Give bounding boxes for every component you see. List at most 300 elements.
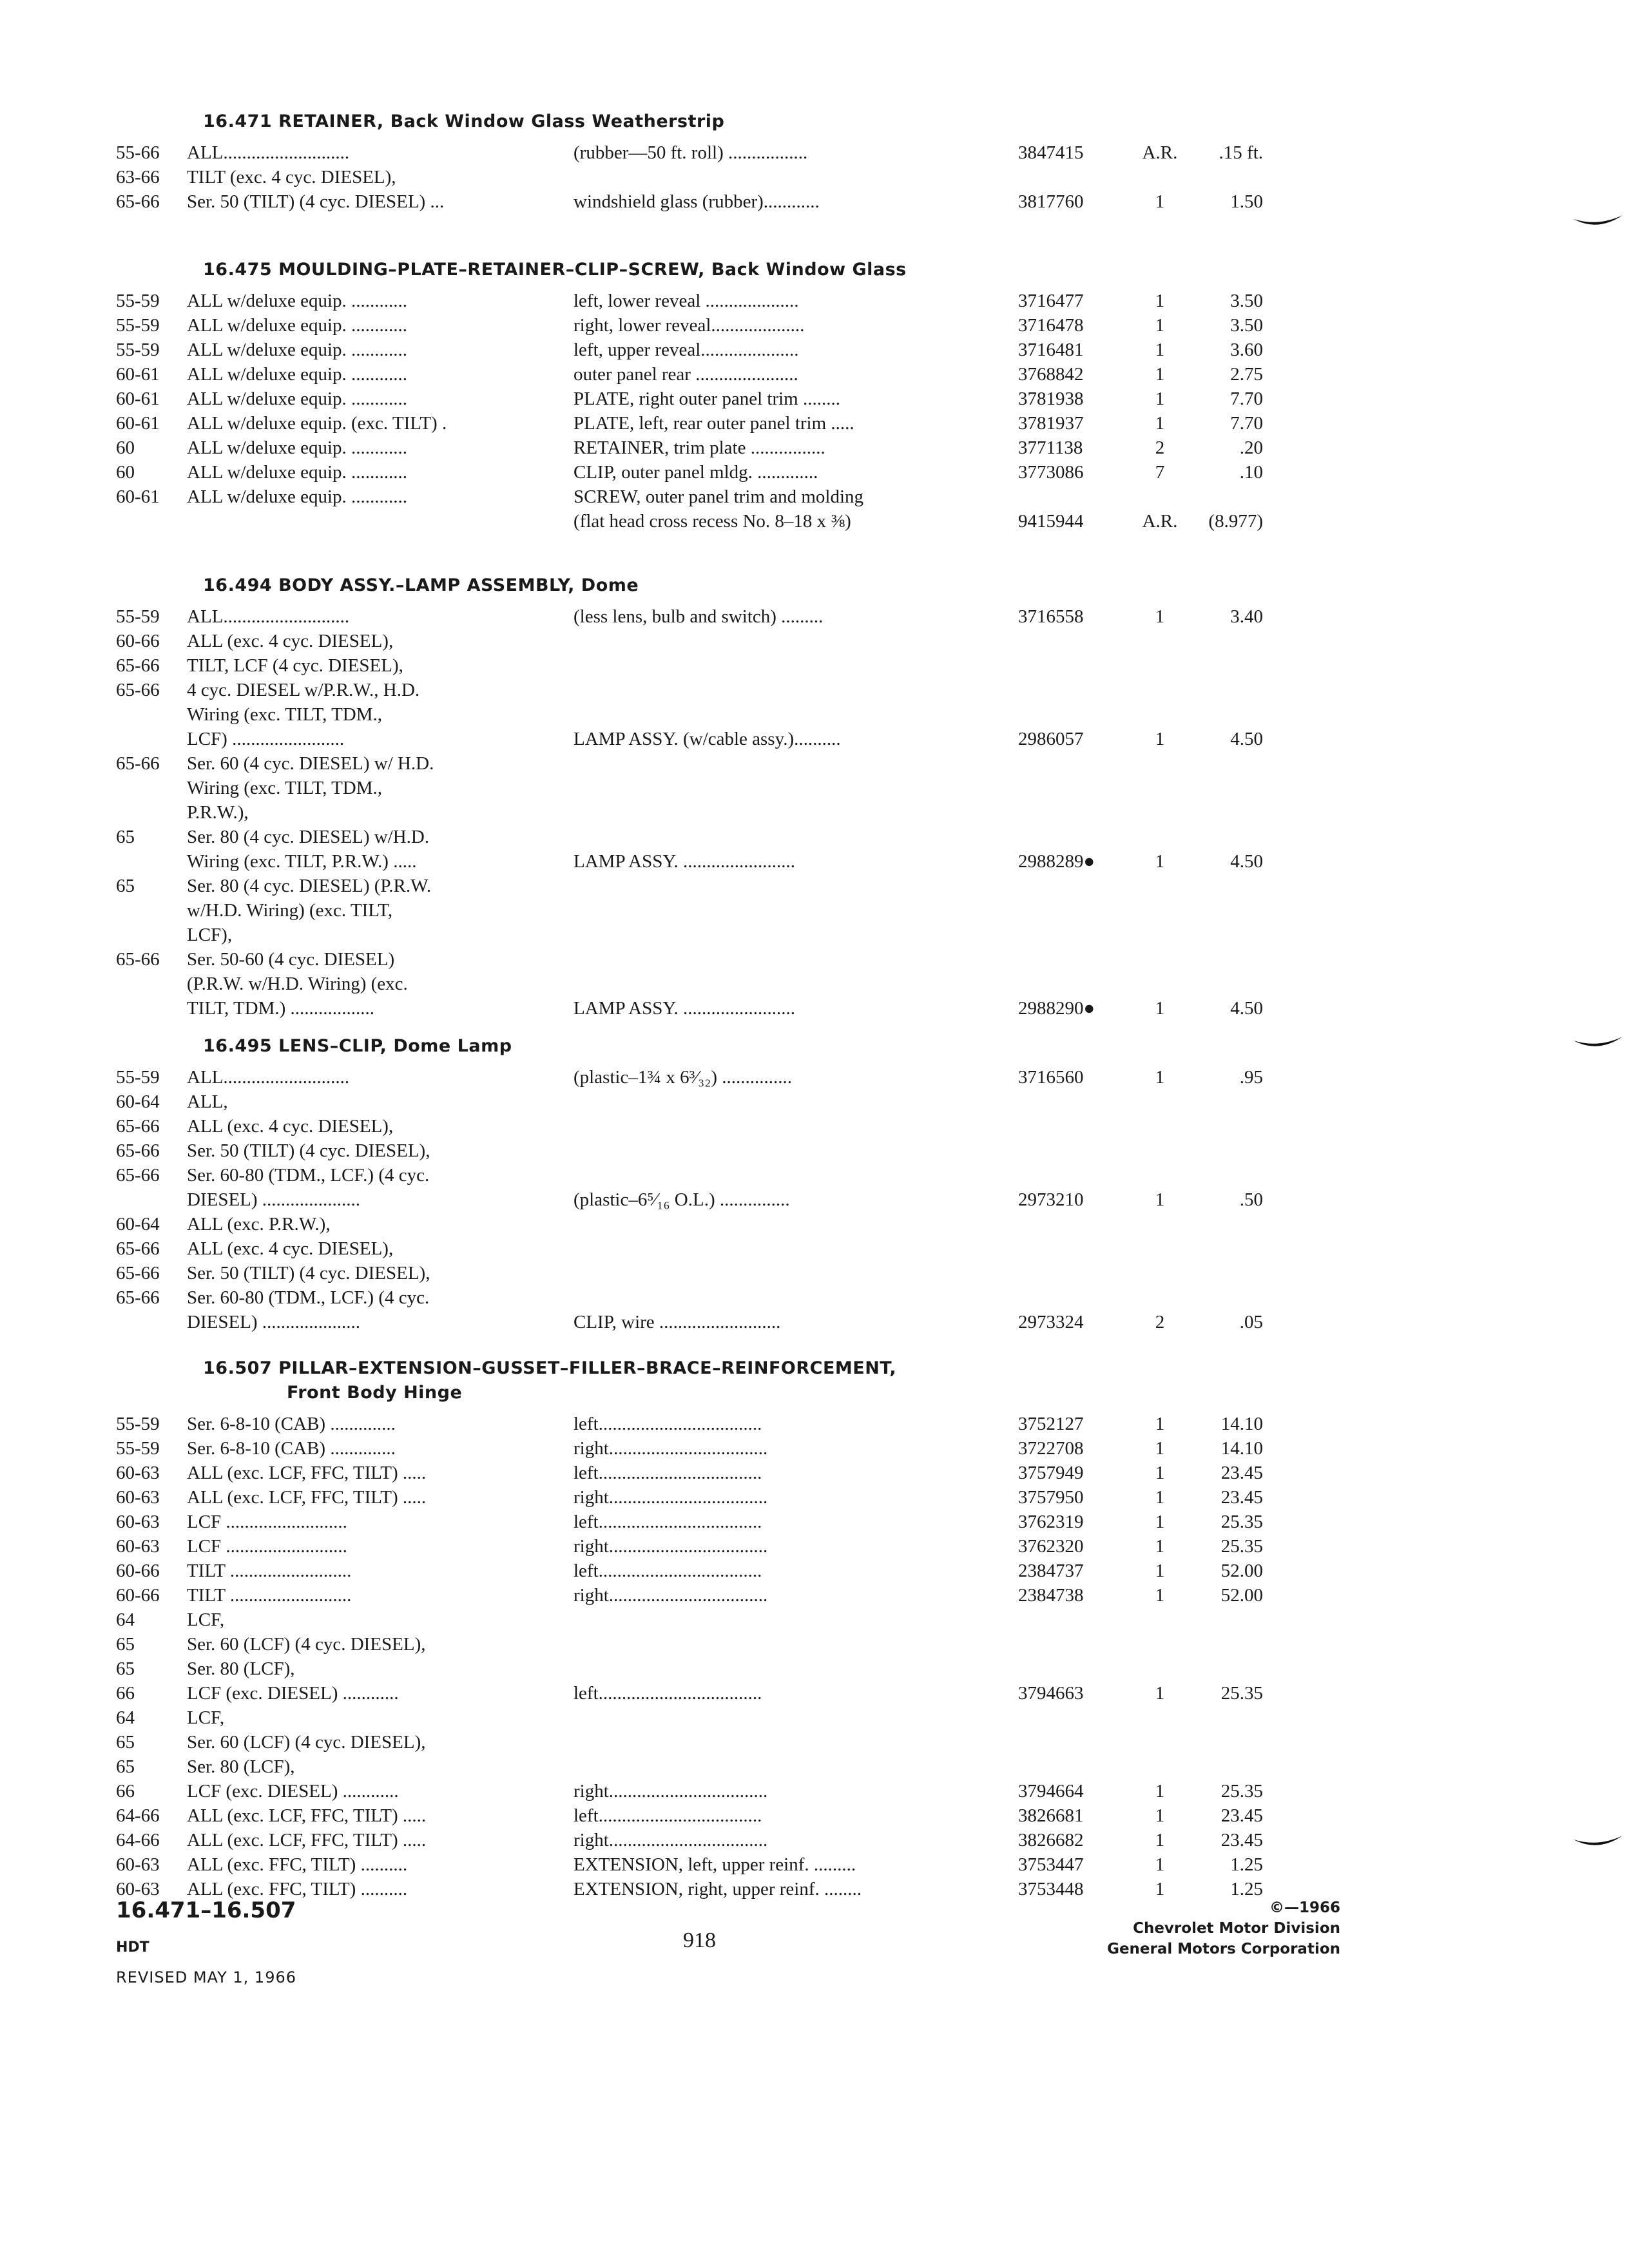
table-row <box>116 1187 1276 1212</box>
section-subtitle: Front Body Hinge <box>287 1383 463 1403</box>
table-row <box>116 1285 1276 1310</box>
table-row <box>116 1803 1276 1828</box>
table-row <box>116 1559 1276 1583</box>
price: .50 <box>1239 1189 1263 1210</box>
model-years: 55-59 <box>116 291 160 311</box>
description: right.................................. <box>574 1487 768 1508</box>
application: LCF) ........................ <box>187 729 345 749</box>
description: (flat head cross recess No. 8–18 x ⅜) <box>574 511 851 532</box>
description: LAMP ASSY. ........................ <box>574 998 796 1019</box>
parts-section <box>116 110 1276 214</box>
quantity: 1 <box>1155 998 1165 1019</box>
model-years: 55-59 <box>116 315 160 336</box>
application: ALL (exc. FFC, TILT) .......... <box>187 1879 408 1899</box>
application: Ser. 6-8-10 (CAB) .............. <box>187 1438 396 1459</box>
part-number: 3771138 <box>1018 437 1083 458</box>
table-row <box>116 1310 1276 1334</box>
application: ALL (exc. 4 cyc. DIESEL), <box>187 631 394 651</box>
price: .05 <box>1239 1312 1263 1332</box>
table-row <box>116 776 1276 800</box>
section-title: 16.471 RETAINER, Back Window Glass Weatherstrip <box>203 111 725 131</box>
table-row <box>116 702 1276 727</box>
table-row <box>116 1681 1276 1706</box>
table-row <box>116 313 1276 338</box>
price: 25.35 <box>1220 1536 1263 1557</box>
part-number: 3757950 <box>1018 1487 1084 1508</box>
application: TILT (exc. 4 cyc. DIESEL), <box>187 167 396 187</box>
quantity: 1 <box>1155 1879 1165 1899</box>
quantity: 1 <box>1155 1683 1165 1704</box>
part-number: 3716558 <box>1018 606 1084 627</box>
price: 25.35 <box>1220 1512 1263 1532</box>
parts-table <box>116 604 1276 1021</box>
quantity: 1 <box>1155 1805 1165 1826</box>
application: ALL w/deluxe equip. ............ <box>187 437 408 458</box>
quantity: A.R. <box>1142 142 1178 163</box>
price: 1.50 <box>1230 191 1263 212</box>
price: 25.35 <box>1220 1683 1263 1704</box>
model-years: 60 <box>116 462 135 483</box>
description: (rubber—50 ft. roll) ................. <box>574 142 808 163</box>
parts-section <box>116 1356 1276 1901</box>
price: 7.70 <box>1230 413 1263 434</box>
description: right.................................. <box>574 1536 768 1557</box>
description: left................................... <box>574 1683 762 1704</box>
application: ALL w/deluxe equip. ............ <box>187 340 408 360</box>
table-row <box>116 629 1276 653</box>
quantity: 1 <box>1155 729 1165 749</box>
table-row <box>116 436 1276 460</box>
binder-hole-mark <box>1572 1833 1624 1852</box>
application: LCF (exc. DIESEL) ............ <box>187 1781 399 1802</box>
section-heading <box>203 1356 1276 1405</box>
model-years: 65-66 <box>116 949 160 970</box>
table-row <box>116 1485 1276 1510</box>
quantity: 1 <box>1155 191 1165 212</box>
model-years: 60-63 <box>116 1512 160 1532</box>
quantity: 2 <box>1155 1312 1165 1332</box>
application: ALL w/deluxe equip. (exc. TILT) . <box>187 413 447 434</box>
parts-table <box>116 1065 1276 1334</box>
description: LAMP ASSY. ........................ <box>574 851 796 872</box>
table-row <box>116 140 1276 165</box>
model-years: 65-66 <box>116 1165 160 1186</box>
description: right.................................. <box>574 1438 768 1459</box>
application: LCF, <box>187 1610 225 1630</box>
quantity: 1 <box>1155 1854 1165 1875</box>
table-row <box>116 1261 1276 1285</box>
model-years: 55-59 <box>116 606 160 627</box>
model-years: 63-66 <box>116 167 160 187</box>
section-title: 16.475 MOULDING–PLATE–RETAINER–CLIP–SCREW, Back Window Glass <box>203 260 907 280</box>
section-range: 16.471–16.507 <box>116 1898 296 1923</box>
table-row <box>116 1583 1276 1608</box>
quantity: 1 <box>1155 851 1165 872</box>
table-row <box>116 1163 1276 1187</box>
table-row <box>116 923 1276 947</box>
quantity: 1 <box>1155 291 1165 311</box>
quantity: 1 <box>1155 1438 1165 1459</box>
price: .20 <box>1239 437 1263 458</box>
section-heading <box>203 1034 1276 1059</box>
description: CLIP, outer panel mldg. ............. <box>574 462 818 483</box>
table-row <box>116 387 1276 411</box>
price: 4.50 <box>1230 998 1263 1019</box>
model-years: 65 <box>116 876 135 896</box>
price: 52.00 <box>1220 1585 1263 1606</box>
application: LCF), <box>187 925 233 945</box>
quantity: 7 <box>1155 462 1165 483</box>
price: (8.977) <box>1208 511 1263 532</box>
application: Wiring (exc. TILT, P.R.W.) ..... <box>187 851 417 872</box>
part-number: 3847415 <box>1018 142 1084 163</box>
price: 1.25 <box>1230 1879 1263 1899</box>
quantity: 1 <box>1155 340 1165 360</box>
part-number: 2384738 <box>1018 1585 1084 1606</box>
model-years: 65-66 <box>116 655 160 676</box>
application: ALL (exc. P.R.W.), <box>187 1214 331 1235</box>
application: ALL, <box>187 1091 228 1112</box>
model-years: 55-66 <box>116 142 160 163</box>
part-number: 3716478 <box>1018 315 1084 336</box>
model-years: 60 <box>116 437 135 458</box>
price: 3.50 <box>1230 315 1263 336</box>
table-row <box>116 1114 1276 1139</box>
quantity: 1 <box>1155 315 1165 336</box>
application: LCF (exc. DIESEL) ............ <box>187 1683 399 1704</box>
table-row <box>116 362 1276 387</box>
table-row <box>116 1065 1276 1090</box>
description: (less lens, bulb and switch) ......... <box>574 606 824 627</box>
application: TILT, LCF (4 cyc. DIESEL), <box>187 655 403 676</box>
part-number: 3762319 <box>1018 1512 1084 1532</box>
part-number: 3757949 <box>1018 1463 1084 1483</box>
price: .10 <box>1239 462 1263 483</box>
parts-table <box>116 140 1276 214</box>
quantity: 2 <box>1155 437 1165 458</box>
description: PLATE, left, rear outer panel trim ..... <box>574 413 854 434</box>
price: 23.45 <box>1220 1487 1263 1508</box>
application: ALL (exc. LCF, FFC, TILT) ..... <box>187 1830 427 1850</box>
description: PLATE, right outer panel trim ........ <box>574 389 840 409</box>
description: windshield glass (rubber)............ <box>574 191 820 212</box>
quantity: 1 <box>1155 1487 1165 1508</box>
model-years: 60-66 <box>116 1585 160 1606</box>
section-heading <box>203 258 1276 282</box>
application: LCF .......................... <box>187 1536 347 1557</box>
description: EXTENSION, right, upper reinf. ........ <box>574 1879 862 1899</box>
description: LAMP ASSY. (w/cable assy.).......... <box>574 729 841 749</box>
price: .15 ft. <box>1219 142 1263 163</box>
model-years: 60-64 <box>116 1091 160 1112</box>
application: Wiring (exc. TILT, TDM., <box>187 704 383 725</box>
application: Ser. 60-80 (TDM., LCF.) (4 cyc. <box>187 1165 430 1186</box>
part-number: 3781938 <box>1018 389 1084 409</box>
part-number: 3794663 <box>1018 1683 1084 1704</box>
table-row <box>116 898 1276 923</box>
model-years: 60-63 <box>116 1879 160 1899</box>
description: SCREW, outer panel trim and molding <box>574 486 863 507</box>
model-years: 65-66 <box>116 1263 160 1283</box>
table-row <box>116 1657 1276 1681</box>
application: ALL w/deluxe equip. ............ <box>187 315 408 336</box>
table-row <box>116 1754 1276 1779</box>
application: ALL (exc. 4 cyc. DIESEL), <box>187 1238 394 1259</box>
parts-table <box>116 289 1276 533</box>
price: 14.10 <box>1220 1438 1263 1459</box>
section-title: 16.495 LENS–CLIP, Dome Lamp <box>203 1036 512 1056</box>
application: w/H.D. Wiring) (exc. TILT, <box>187 900 393 921</box>
table-row <box>116 1852 1276 1877</box>
part-number: 3826682 <box>1018 1830 1084 1850</box>
part-number: 3773086 <box>1018 462 1084 483</box>
part-number: 3753448 <box>1018 1879 1084 1899</box>
part-number: 3716481 <box>1018 340 1084 360</box>
description: left................................... <box>574 1512 762 1532</box>
catalog-code: HDT <box>116 1939 149 1956</box>
application: Ser. 6-8-10 (CAB) .............. <box>187 1414 396 1434</box>
application: ALL........................... <box>187 1067 350 1088</box>
price: 3.60 <box>1230 340 1263 360</box>
model-years: 60-66 <box>116 1561 160 1581</box>
section-title: 16.507 PILLAR–EXTENSION–GUSSET–FILLER–BRACE–REINFORCEMENT, <box>203 1358 897 1378</box>
price: 4.50 <box>1230 851 1263 872</box>
description: right.................................. <box>574 1781 768 1802</box>
description: right, lower reveal.................... <box>574 315 805 336</box>
quantity: 1 <box>1155 1414 1165 1434</box>
part-number: 3762320 <box>1018 1536 1084 1557</box>
part-number: 3722708 <box>1018 1438 1084 1459</box>
quantity: 1 <box>1155 389 1165 409</box>
part-number: 2384737 <box>1018 1561 1084 1581</box>
price: 23.45 <box>1220 1463 1263 1483</box>
description: CLIP, wire .......................... <box>574 1312 781 1332</box>
price: 3.50 <box>1230 291 1263 311</box>
application: DIESEL) ..................... <box>187 1312 361 1332</box>
quantity: A.R. <box>1142 511 1178 532</box>
model-years: 60-61 <box>116 413 160 434</box>
application: ALL (exc. FFC, TILT) .......... <box>187 1854 408 1875</box>
model-years: 60-61 <box>116 486 160 507</box>
model-years: 65 <box>116 1732 135 1753</box>
quantity: 1 <box>1155 1830 1165 1850</box>
price: 23.45 <box>1220 1805 1263 1826</box>
model-years: 65 <box>116 1634 135 1655</box>
application: Ser. 50 (TILT) (4 cyc. DIESEL) ... <box>187 191 445 212</box>
model-years: 60-63 <box>116 1487 160 1508</box>
copyright: ©—1966 <box>1269 1899 1340 1916</box>
table-row <box>116 1779 1276 1803</box>
table-row <box>116 460 1276 485</box>
table-row <box>116 1461 1276 1485</box>
binder-hole-mark <box>1572 1034 1624 1053</box>
application: Ser. 60 (LCF) (4 cyc. DIESEL), <box>187 1634 426 1655</box>
quantity: 1 <box>1155 1561 1165 1581</box>
part-number: 9415944 <box>1018 511 1084 532</box>
description: (plastic–1¾ x 6³⁄₃₂) ............... <box>574 1067 793 1088</box>
part-number: 3826681 <box>1018 1805 1084 1826</box>
description: left................................... <box>574 1561 762 1581</box>
corporation: General Motors Corporation <box>1107 1941 1340 1957</box>
parts-section <box>116 1034 1276 1334</box>
table-row <box>116 1139 1276 1163</box>
part-number: 2988289● <box>1018 851 1095 872</box>
price: 2.75 <box>1230 364 1263 385</box>
description: left................................... <box>574 1805 762 1826</box>
application: TILT, TDM.) .................. <box>187 998 375 1019</box>
model-years: 55-59 <box>116 1067 160 1088</box>
table-row <box>116 849 1276 874</box>
parts-section <box>116 573 1276 1021</box>
price: 23.45 <box>1220 1830 1263 1850</box>
price: 3.40 <box>1230 606 1263 627</box>
application: LCF .......................... <box>187 1512 347 1532</box>
table-row <box>116 751 1276 776</box>
quantity: 1 <box>1155 364 1165 385</box>
description: outer panel rear ...................... <box>574 364 798 385</box>
quantity: 1 <box>1155 1463 1165 1483</box>
description: left................................... <box>574 1414 762 1434</box>
part-number: 3716477 <box>1018 291 1084 311</box>
table-row <box>116 1412 1276 1436</box>
quantity: 1 <box>1155 1536 1165 1557</box>
model-years: 66 <box>116 1683 135 1704</box>
table-row <box>116 604 1276 629</box>
model-years: 66 <box>116 1781 135 1802</box>
model-years: 55-59 <box>116 340 160 360</box>
model-years: 65-66 <box>116 191 160 212</box>
application: Ser. 50 (TILT) (4 cyc. DIESEL), <box>187 1140 430 1161</box>
model-years: 65-66 <box>116 1140 160 1161</box>
application: Ser. 60 (4 cyc. DIESEL) w/ H.D. <box>187 753 434 774</box>
application: ALL (exc. LCF, FFC, TILT) ..... <box>187 1463 427 1483</box>
model-years: 65-66 <box>116 1116 160 1137</box>
application: TILT .......................... <box>187 1561 352 1581</box>
model-years: 65 <box>116 1756 135 1777</box>
table-row <box>116 189 1276 214</box>
table-row <box>116 825 1276 849</box>
model-years: 65-66 <box>116 1287 160 1308</box>
application: (P.R.W. w/H.D. Wiring) (exc. <box>187 974 408 994</box>
table-row <box>116 338 1276 362</box>
quantity: 1 <box>1155 606 1165 627</box>
application: Ser. 60-80 (TDM., LCF.) (4 cyc. <box>187 1287 430 1308</box>
section-heading <box>203 110 1276 134</box>
description: left, lower reveal .................... <box>574 291 799 311</box>
model-years: 60-61 <box>116 389 160 409</box>
part-number: 2988290● <box>1018 998 1095 1019</box>
application: Ser. 50-60 (4 cyc. DIESEL) <box>187 949 395 970</box>
description: left................................... <box>574 1463 762 1483</box>
application: LCF, <box>187 1707 225 1728</box>
model-years: 60-63 <box>116 1463 160 1483</box>
model-years: 65-66 <box>116 753 160 774</box>
model-years: 60-63 <box>116 1536 160 1557</box>
price: 7.70 <box>1230 389 1263 409</box>
table-row <box>116 1828 1276 1852</box>
table-row <box>116 485 1276 509</box>
application: Ser. 80 (LCF), <box>187 1658 295 1679</box>
price: 4.50 <box>1230 729 1263 749</box>
description: right.................................. <box>574 1585 768 1606</box>
part-number: 3817760 <box>1018 191 1084 212</box>
table-row <box>116 165 1276 189</box>
quantity: 1 <box>1155 413 1165 434</box>
application: ALL........................... <box>187 606 350 627</box>
table-row <box>116 653 1276 678</box>
table-row <box>116 1436 1276 1461</box>
model-years: 60-66 <box>116 631 160 651</box>
model-years: 64-66 <box>116 1805 160 1826</box>
table-row <box>116 1510 1276 1534</box>
parts-section <box>116 258 1276 533</box>
quantity: 1 <box>1155 1512 1165 1532</box>
division: Chevrolet Motor Division <box>1133 1920 1340 1937</box>
table-row <box>116 1632 1276 1657</box>
model-years: 64 <box>116 1707 135 1728</box>
application: DIESEL) ..................... <box>187 1189 361 1210</box>
revision-date: REVISED MAY 1, 1966 <box>116 1968 296 1986</box>
model-years: 60-64 <box>116 1214 160 1235</box>
model-years: 55-59 <box>116 1414 160 1434</box>
model-years: 64 <box>116 1610 135 1630</box>
price: 25.35 <box>1220 1781 1263 1802</box>
table-row <box>116 1730 1276 1754</box>
application: Ser. 80 (4 cyc. DIESEL) (P.R.W. <box>187 876 432 896</box>
application: Ser. 50 (TILT) (4 cyc. DIESEL), <box>187 1263 430 1283</box>
model-years: 60-61 <box>116 364 160 385</box>
table-row <box>116 1534 1276 1559</box>
application: ALL (exc. 4 cyc. DIESEL), <box>187 1116 394 1137</box>
application: Ser. 80 (LCF), <box>187 1756 295 1777</box>
description: left, upper reveal..................... <box>574 340 799 360</box>
description: RETAINER, trim plate ................ <box>574 437 825 458</box>
part-number: 3752127 <box>1018 1414 1084 1434</box>
application: 4 cyc. DIESEL w/P.R.W., H.D. <box>187 680 420 700</box>
model-years: 65-66 <box>116 680 160 700</box>
binder-hole-mark <box>1572 213 1624 232</box>
table-row <box>116 874 1276 898</box>
application: Wiring (exc. TILT, TDM., <box>187 778 383 798</box>
part-number: 3768842 <box>1018 364 1084 385</box>
parts-table <box>116 1412 1276 1901</box>
part-number: 2973210 <box>1018 1189 1084 1210</box>
part-number: 3794664 <box>1018 1781 1084 1802</box>
part-number: 3753447 <box>1018 1854 1084 1875</box>
description: (plastic–6⁵⁄₁₆ O.L.) ............... <box>574 1189 790 1210</box>
table-row <box>116 509 1276 533</box>
table-row <box>116 678 1276 702</box>
application: P.R.W.), <box>187 802 249 823</box>
part-number: 3781937 <box>1018 413 1084 434</box>
part-number: 3716560 <box>1018 1067 1084 1088</box>
table-row <box>116 289 1276 313</box>
table-row <box>116 1236 1276 1261</box>
table-row <box>116 947 1276 972</box>
model-years: 65-66 <box>116 1238 160 1259</box>
price: .95 <box>1239 1067 1263 1088</box>
table-row <box>116 800 1276 825</box>
price: 52.00 <box>1220 1561 1263 1581</box>
price: 1.25 <box>1230 1854 1263 1875</box>
table-row <box>116 1212 1276 1236</box>
page-number: 918 <box>683 1928 716 1952</box>
model-years: 65 <box>116 827 135 847</box>
description: right.................................. <box>574 1830 768 1850</box>
quantity: 1 <box>1155 1585 1165 1606</box>
application: ALL w/deluxe equip. ............ <box>187 462 408 483</box>
table-row <box>116 1090 1276 1114</box>
